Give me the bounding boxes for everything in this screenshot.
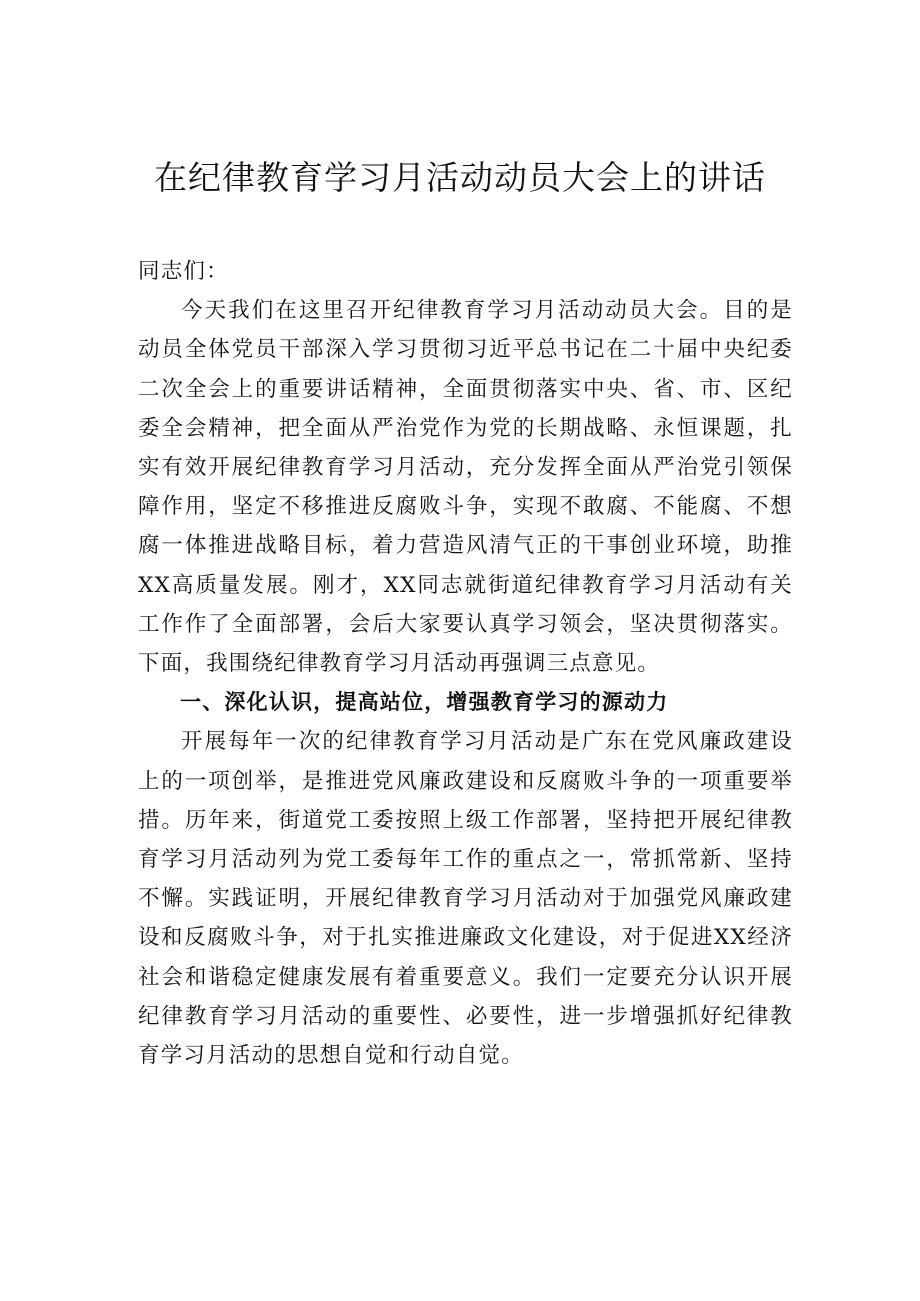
document-body	[138, 252, 793, 1075]
section-heading-1: 一、深化认识，提高站位，增强教育学习的源动力	[180, 690, 669, 715]
document-title: 在纪律教育学习月活动动员大会上的讲话	[154, 158, 766, 197]
paragraph-intro: 今天我们在这里召开纪律教育学习月活动动员大会。目的是动员全体党员干部深入学习贯彻习近平总书记在二十届中央纪委二次全会上的重要讲话精神，全面贯彻落实中央、省、市、区纪委全会精神，把全面从严治党作为党的长期战略、永恒课题，扎实有效开展纪律教育学习月活动，充分发挥全面从严治党引领保障作用，坚定不移推进反腐败斗争，实现不敢腐、不能腐、不想腐一体推进战略目标，着力营造风清气正的干事创业环境，助推XX高质量发展。刚才，XX同志就街道纪律教育学习月活动有关工作作了全面部署，会后大家要认真学习领会，坚决贯彻落实。下面，我围绕纪律教育学习月活动再强调三点意见。	[138, 298, 793, 677]
salutation: 同志们：	[138, 259, 229, 284]
paragraph-section-1: 开展每年一次的纪律教育学习月活动是广东在党风廉政建设上的一项创举，是推进党风廉政建设和反腐败斗争的一项重要举措。历年来，街道党工委按照上级工作部署，坚持把开展纪律教育学习月活动列为党工委每年工作的重点之一，常抓常新、坚持不懈。实践证明，开展纪律教育学习月活动对于加强党风廉政建设和反腐败斗争，对于扎实推进廉政文化建设，对于促进XX经济社会和谐稳定健康发展有着重要意义。我们一定要充分认识开展纪律教育学习月活动的重要性、必要性，进一步增强抓好纪律教育学习月活动的思想自觉和行动自觉。	[138, 729, 793, 1069]
